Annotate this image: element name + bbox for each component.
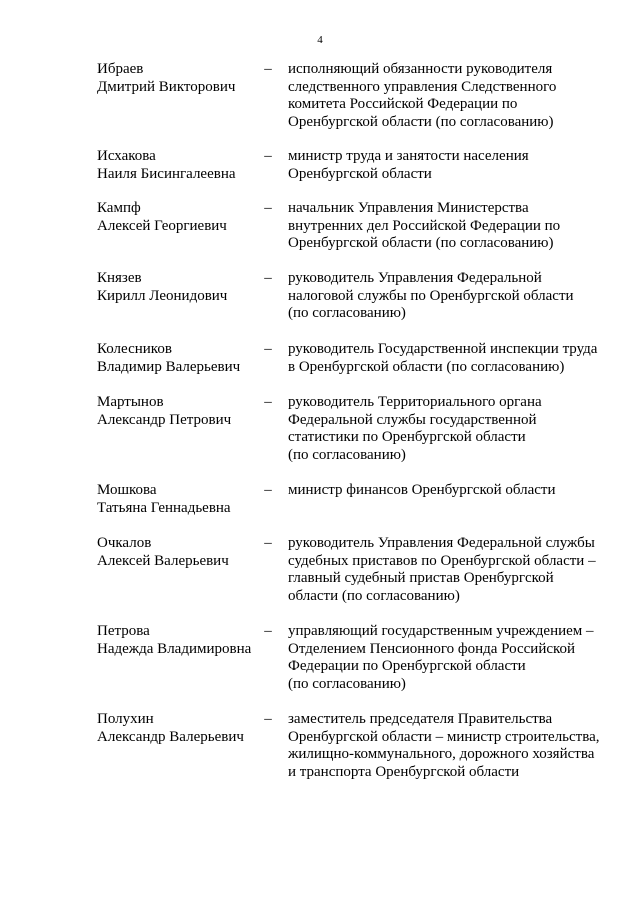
member-given-name: Алексей Валерьевич — [97, 552, 229, 569]
member-name — [97, 341, 262, 376]
page-number: 4 — [317, 34, 323, 46]
member-position: руководитель Управления Федеральной службы судебных приставов по Оренбургской области – главный судебный пристав Оренбургской области (по согласованию) — [288, 535, 596, 604]
member-name — [97, 148, 262, 183]
member-position: руководитель Территориального органа Федеральной службы государственной статистики по Оренбургской области (по согласованию) — [288, 394, 542, 463]
dash-separator: – — [264, 623, 272, 639]
dash-separator: – — [264, 482, 272, 498]
member-name — [97, 482, 262, 517]
dash-separator: – — [264, 61, 272, 77]
member-position: начальник Управления Министерства внутренних дел Российской Федерации по Оренбургской области (по согласованию) — [288, 200, 561, 251]
dash-separator: – — [264, 148, 272, 164]
member-position: министр труда и занятости населения Оренбургской области — [288, 148, 529, 182]
member-surname: Исхакова — [97, 148, 156, 164]
member-name — [97, 61, 262, 96]
member-surname: Колесников — [97, 341, 172, 357]
member-surname: Петрова — [97, 623, 150, 639]
member-position: руководитель Управления Федеральной налоговой службы по Оренбургской области (по согласованию) — [288, 270, 574, 321]
dash-separator: – — [264, 270, 272, 286]
member-given-name: Наиля Бисингалеевна — [97, 165, 236, 182]
member-position: руководитель Государственной инспекции труда в Оренбургской области (по согласованию) — [288, 341, 598, 375]
member-given-name: Дмитрий Викторович — [97, 78, 236, 95]
member-position: управляющий государственным учреждением – Отделением Пенсионного фонда Российской Федерации по Оренбургской области (по согласованию) — [288, 623, 594, 692]
member-surname: Очкалов — [97, 535, 152, 551]
member-given-name: Татьяна Геннадьевна — [97, 499, 231, 516]
member-position: исполняющий обязанности руководителя следственного управления Следственного комитета Российской Федерации по Оренбургской области (по согласованию) — [288, 61, 557, 130]
member-given-name: Кирилл Леонидович — [97, 287, 228, 304]
member-given-name: Владимир Валерьевич — [97, 358, 241, 375]
member-surname: Мартынов — [97, 394, 164, 410]
dash-separator: – — [264, 341, 272, 357]
member-surname: Мошкова — [97, 482, 157, 498]
member-given-name: Александр Валерьевич — [97, 728, 244, 745]
member-name — [97, 270, 262, 305]
dash-separator: – — [264, 535, 272, 551]
member-position: заместитель председателя Правительства Оренбургской области – министр строительства, жилищно-коммунального, дорожного хозяйства и транспорта Оренбургской области — [288, 711, 600, 780]
member-name — [97, 535, 262, 570]
dash-separator: – — [264, 394, 272, 410]
member-name — [97, 623, 262, 658]
member-surname: Ибраев — [97, 61, 144, 77]
member-position: министр финансов Оренбургской области — [288, 482, 556, 498]
member-name — [97, 200, 262, 235]
member-surname: Князев — [97, 270, 142, 286]
member-given-name: Алексей Георгиевич — [97, 217, 227, 234]
member-given-name: Александр Петрович — [97, 411, 232, 428]
dash-separator: – — [264, 711, 272, 727]
member-given-name: Надежда Владимировна — [97, 640, 252, 657]
member-surname: Полухин — [97, 711, 154, 727]
member-name — [97, 711, 262, 746]
member-name — [97, 394, 262, 429]
member-surname: Кампф — [97, 200, 141, 216]
dash-separator: – — [264, 200, 272, 216]
